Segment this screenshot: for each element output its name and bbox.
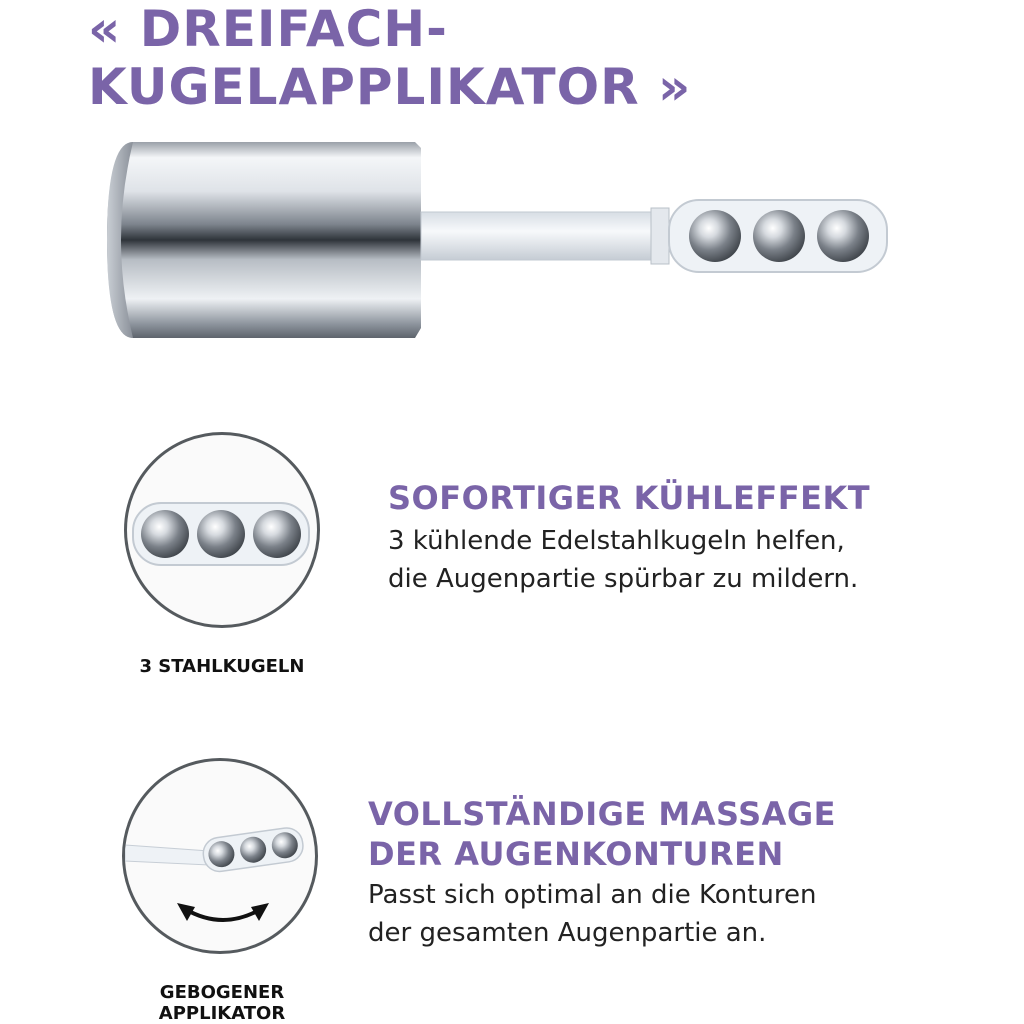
feature-cooling-heading (388, 478, 870, 518)
caption-line: 3 STAHLKUGELN (139, 656, 305, 677)
heading-line: VOLLSTÄNDIGE MASSAGE (368, 795, 837, 833)
applicator-product-image (95, 128, 915, 358)
description-line: 3 kühlende Edelstahlkugeln helfen, (388, 526, 845, 556)
curved-applicator-icon (122, 758, 318, 954)
feature-cooling-description (388, 522, 858, 598)
caption-steel-balls (112, 656, 332, 677)
caption-line: GEBOGENER (159, 982, 285, 1003)
three-steel-balls-icon (124, 432, 320, 628)
feature-massage-heading (368, 794, 836, 874)
heading-line: SOFORTIGER KÜHLEFFEKT (388, 479, 871, 517)
description-line: die Augenpartie spürbar zu mildern. (388, 564, 859, 594)
title-line-2: KUGELAPPLIKATOR » (88, 58, 692, 116)
heading-line: DER AUGENKONTUREN (368, 835, 784, 873)
page-title (88, 0, 691, 116)
feature-massage-description (368, 876, 816, 952)
description-line: der gesamten Augenpartie an. (368, 918, 767, 948)
caption-curved-applicator (112, 982, 332, 1024)
caption-line: APPLIKATOR (158, 1003, 286, 1024)
title-line-1: « DREIFACH- (88, 0, 448, 58)
description-line: Passt sich optimal an die Konturen (368, 880, 817, 910)
